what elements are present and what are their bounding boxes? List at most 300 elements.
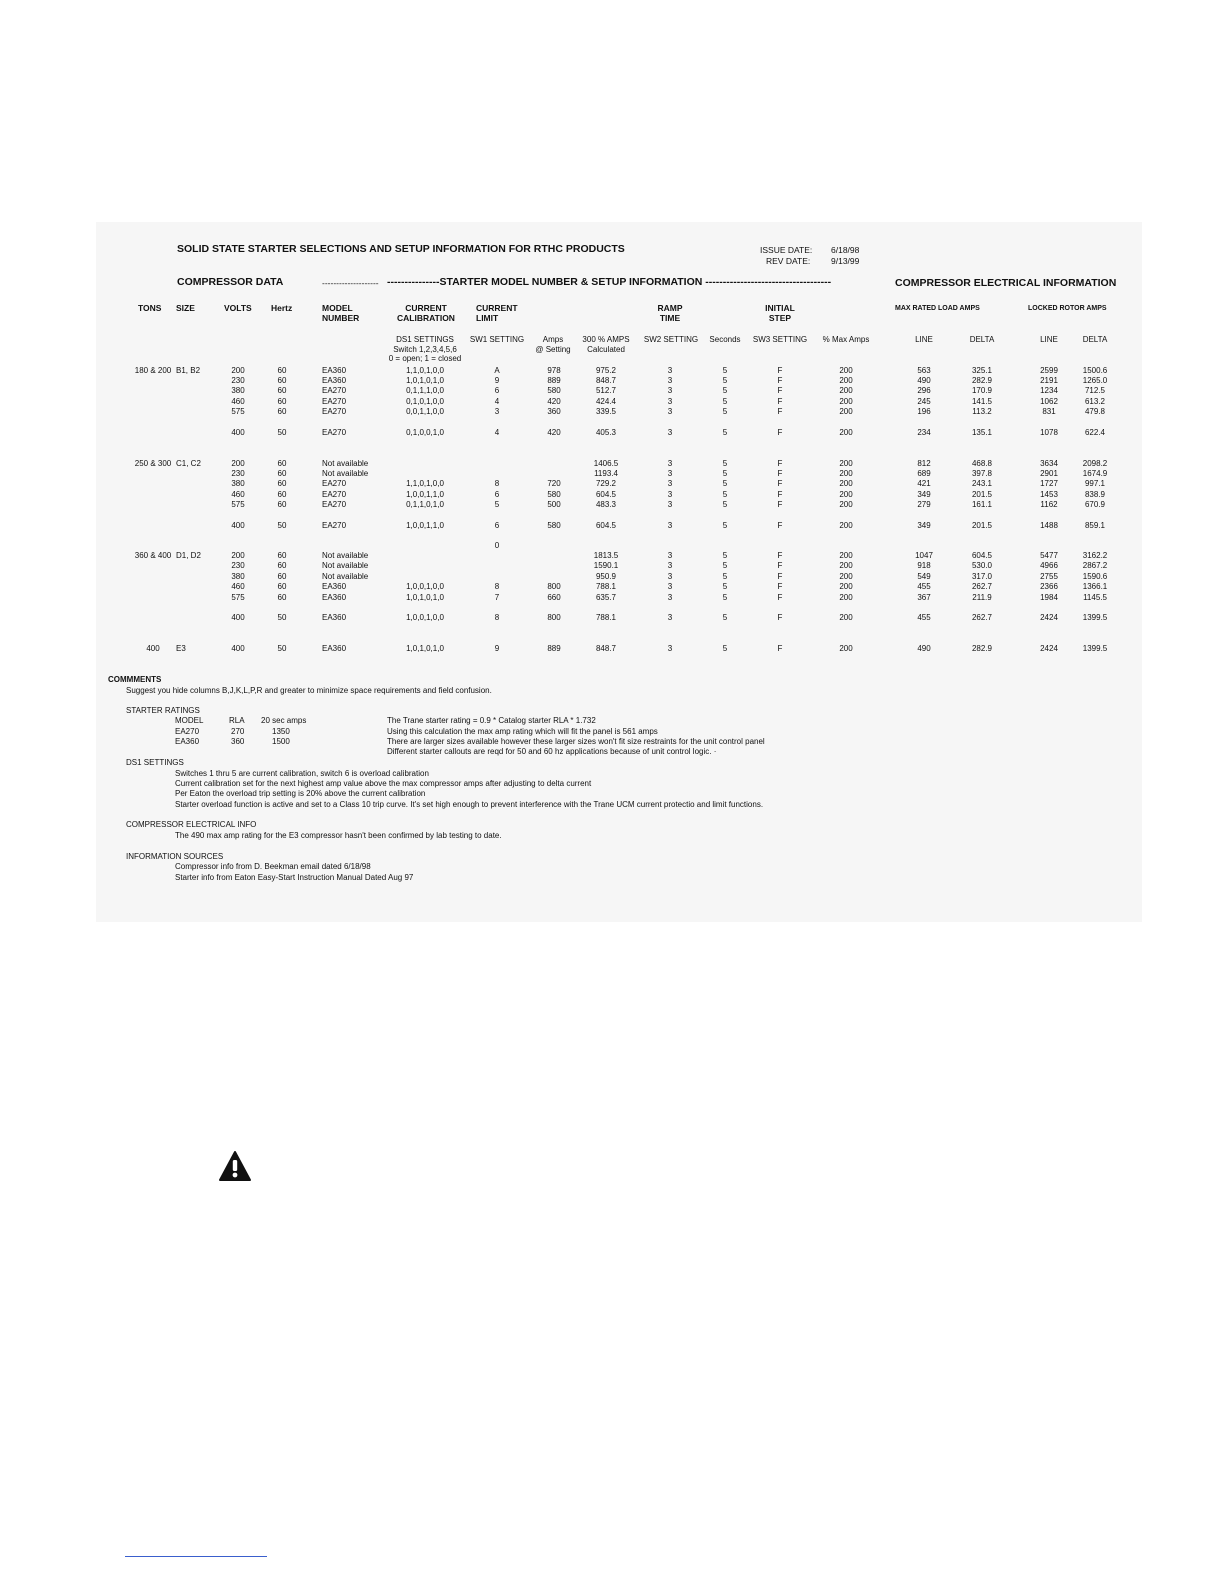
cell-line: 689 — [917, 469, 931, 478]
cell-model: EA360 — [322, 376, 347, 385]
cell-delta: 161.1 — [971, 500, 993, 509]
cell-line: 1047 — [915, 551, 933, 560]
cell-seconds: 5 — [722, 459, 728, 468]
cell-volts: 400 — [231, 521, 245, 530]
cell-locked-line: 2755 — [1040, 572, 1058, 581]
cell-max-amps: 200 — [839, 366, 853, 375]
cell-ds1: 0,1,0,0,1,0 — [406, 428, 444, 437]
cell-seconds: 5 — [722, 561, 728, 570]
cell-line: 367 — [917, 593, 931, 602]
cell-volts: 460 — [231, 397, 245, 406]
cell-pct: 604.5 — [595, 490, 617, 499]
cell-delta: 317.0 — [971, 572, 993, 581]
cell-sw2: 3 — [667, 644, 673, 653]
cell-sw1: 5 — [494, 500, 500, 509]
cell-amps: 800 — [547, 613, 561, 622]
cell-sw3: F — [777, 551, 783, 560]
cell-hertz: 50 — [277, 428, 287, 437]
subheader-line: LINE — [915, 335, 933, 344]
cell-sw1: 9 — [494, 376, 500, 385]
cell-pct: 1813.5 — [593, 551, 619, 560]
sr-note: Different starter callouts are reqd for 50 and 60 hz applications because of unit control logic. · — [387, 747, 717, 756]
sr-note: The Trane starter rating = 0.9 * Catalog starter RLA * 1.732 — [387, 716, 596, 725]
cell-hertz: 50 — [277, 521, 287, 530]
cell-locked-line: 5477 — [1040, 551, 1058, 560]
cell-line: 349 — [917, 521, 931, 530]
cell-max-amps: 200 — [839, 397, 853, 406]
cell-locked-line: 1453 — [1040, 490, 1058, 499]
cell-sw1: 9 — [494, 644, 500, 653]
cell-sw1: A — [494, 366, 500, 375]
cell-model: EA270 — [322, 407, 347, 416]
cell-ds1: 1,0,0,1,1,0 — [406, 490, 444, 499]
ds1-note: Current calibration set for the next highest amp value above the max compressor amps after adjusting to delta current — [175, 779, 592, 788]
cell-hertz: 60 — [277, 490, 287, 499]
cell-amps: 500 — [547, 500, 561, 509]
cell-seconds: 5 — [722, 428, 728, 437]
cell-ds1: 1,0,0,1,0,0 — [406, 613, 444, 622]
cell-volts: 575 — [231, 500, 245, 509]
cell-max-amps: 200 — [839, 479, 853, 488]
cell-locked-line: 2599 — [1040, 366, 1058, 375]
cell-model: EA360 — [322, 582, 347, 591]
cell-sw2: 3 — [667, 407, 673, 416]
cell-volts: 380 — [231, 572, 245, 581]
cell-locked-line: 1984 — [1040, 593, 1058, 602]
warning-icon — [218, 1150, 252, 1182]
cell-sw2: 3 — [667, 428, 673, 437]
document-title: SOLID STATE STARTER SELECTIONS AND SETUP INFORMATION FOR RTHC PRODUCTS — [177, 243, 625, 255]
header-ramp: RAMP TIME — [657, 303, 683, 323]
cell-sw3: F — [777, 521, 783, 530]
cell-line: 349 — [917, 490, 931, 499]
cell-amps: 978 — [547, 366, 561, 375]
cell-pct: 788.1 — [595, 582, 617, 591]
cell-amps: 360 — [547, 407, 561, 416]
cell-locked-delta: 1145.5 — [1083, 593, 1107, 602]
cell-delta: 211.9 — [972, 593, 992, 602]
cell-delta: 468.8 — [971, 459, 993, 468]
cell-max-amps: 200 — [839, 386, 853, 395]
cell-model: Not available — [322, 469, 369, 478]
cell-locked-delta: 622.4 — [1084, 428, 1106, 437]
cell-max-amps: 200 — [839, 582, 853, 591]
cell-sw2: 3 — [667, 582, 673, 591]
header-locked-rotor: LOCKED ROTOR AMPS — [1028, 305, 1107, 312]
header-size: SIZE — [176, 303, 195, 313]
cell-sw1: 7 — [494, 593, 500, 602]
cell-locked-delta: 1399.5 — [1082, 613, 1108, 622]
cell-delta: 282.9 — [971, 644, 993, 653]
cell-hertz: 60 — [277, 407, 287, 416]
cell-sw2: 3 — [667, 376, 673, 385]
cell-delta: 113.2 — [972, 407, 992, 416]
cell-volts: 380 — [231, 479, 245, 488]
cell-line: 918 — [917, 561, 931, 570]
cell-locked-line: 1162 — [1040, 500, 1058, 509]
sr-note: There are larger sizes available however these larger sizes won't fit size restraints for the unit control panel — [387, 737, 765, 746]
cell-hertz: 60 — [277, 582, 287, 591]
cell-size: E3 — [176, 644, 186, 653]
cell-locked-line: 1078 — [1040, 428, 1058, 437]
cell-max-amps: 200 — [839, 613, 853, 622]
cell-delta: 262.7 — [971, 582, 993, 591]
cell-sw1: 4 — [494, 397, 500, 406]
cell-pct: 1406.5 — [593, 459, 619, 468]
cell-model: EA270 — [322, 490, 347, 499]
header-model: MODEL NUMBER — [322, 303, 360, 323]
cell-delta: 530.0 — [971, 561, 993, 570]
cell-max-amps: 200 — [839, 521, 853, 530]
sr-row-model: EA360 — [175, 737, 200, 746]
rev-date-label: REV DATE: — [766, 256, 811, 266]
cell-max-amps: 200 — [839, 572, 853, 581]
cell-locked-delta: 613.2 — [1084, 397, 1106, 406]
cell-amps: 580 — [547, 521, 561, 530]
cell-delta: 604.5 — [971, 551, 993, 560]
cell-volts: 400 — [231, 428, 245, 437]
cell-hertz: 60 — [277, 572, 287, 581]
cell-sw2: 3 — [667, 490, 673, 499]
cell-sw3: F — [777, 479, 783, 488]
cell-locked-delta: 2098.2 — [1082, 459, 1108, 468]
cell-seconds: 5 — [722, 490, 728, 499]
cell-sw2: 3 — [667, 500, 673, 509]
subheader-amps: Amps @ Setting — [535, 335, 571, 354]
cell-hertz: 60 — [277, 593, 287, 602]
cell-hertz: 60 — [277, 366, 287, 375]
cell-locked-delta: 2867.2 — [1082, 561, 1108, 570]
cell-line: 421 — [917, 479, 931, 488]
subheader-max-amps: % Max Amps — [822, 335, 870, 344]
cell-size: D1, D2 — [176, 551, 201, 560]
sr-header-model: MODEL — [175, 716, 204, 725]
cell-ds1: 1,0,0,1,0,0 — [406, 582, 444, 591]
cell-pct: 339.5 — [595, 407, 617, 416]
subheader-delta: DELTA — [969, 335, 995, 344]
cell-seconds: 5 — [722, 572, 728, 581]
header-volts: VOLTS — [224, 303, 252, 313]
cell-line: 234 — [917, 428, 931, 437]
cell-hertz: 50 — [277, 644, 287, 653]
cell-hertz: 60 — [277, 376, 287, 385]
cell-hertz: 60 — [277, 469, 287, 478]
cell-locked-line: 1488 — [1040, 521, 1058, 530]
cell-sw3: F — [777, 500, 783, 509]
cell-sw3: F — [777, 572, 783, 581]
cell-max-amps: 200 — [839, 428, 853, 437]
section-starter-model: ---------------STARTER MODEL NUMBER & SETUP INFORMATION ------------------------------------ — [387, 276, 832, 288]
cell-locked-delta: 997.1 — [1084, 479, 1106, 488]
cell-locked-line: 1727 — [1040, 479, 1058, 488]
cell-sw3: F — [777, 407, 783, 416]
cell-locked-delta: 838.9 — [1084, 490, 1106, 499]
cell-line: 196 — [917, 407, 931, 416]
header-calibration: CURRENT CALIBRATION — [397, 303, 455, 323]
cell-delta: 262.7 — [971, 613, 993, 622]
cell-seconds: 5 — [722, 500, 728, 509]
cell-delta: 141.5 — [971, 397, 993, 406]
cell-sw3: F — [777, 490, 783, 499]
sr-row-rla: 270 — [231, 727, 245, 736]
cell-pct: 604.5 — [595, 521, 617, 530]
cell-locked-delta: 670.9 — [1084, 500, 1106, 509]
cell-line: 490 — [917, 644, 931, 653]
cell-volts: 200 — [231, 366, 245, 375]
cell-sw3: F — [777, 593, 783, 602]
footer-rule — [125, 1556, 267, 1557]
subheader-seconds: Seconds — [709, 335, 741, 344]
cell-delta: 325.1 — [971, 366, 993, 375]
cell-sw2: 3 — [667, 613, 673, 622]
cell-line: 296 — [917, 386, 931, 395]
cell-pct: 424.4 — [595, 397, 617, 406]
cell-seconds: 5 — [722, 521, 728, 530]
header-limit: CURRENT LIMIT — [476, 303, 518, 323]
cell-hertz: 60 — [277, 561, 287, 570]
cell-sw2: 3 — [667, 593, 673, 602]
cell-sw2: 3 — [667, 572, 673, 581]
cell-amps: 660 — [547, 593, 561, 602]
cell-locked-line: 2424 — [1040, 644, 1058, 653]
cell-amps: 720 — [547, 479, 561, 488]
cei-heading: COMPRESSOR ELECTRICAL INFO — [126, 820, 257, 829]
cell-seconds: 5 — [722, 593, 728, 602]
cell-model: EA270 — [322, 479, 347, 488]
header-hertz: Hertz — [271, 303, 293, 313]
cell-max-amps: 200 — [839, 593, 853, 602]
cell-max-amps: 200 — [839, 500, 853, 509]
cell-locked-line: 3634 — [1040, 459, 1058, 468]
cell-line: 812 — [917, 459, 931, 468]
cell-locked-line: 4966 — [1040, 561, 1058, 570]
cell-delta: 135.1 — [971, 428, 993, 437]
cell-amps: 580 — [547, 490, 561, 499]
cell-hertz: 60 — [277, 500, 287, 509]
cell-sw2: 3 — [667, 366, 673, 375]
cell-sw1: 8 — [494, 479, 500, 488]
cell-delta: 397.8 — [971, 469, 993, 478]
cell-sw2: 3 — [667, 479, 673, 488]
cell-sw1: 6 — [494, 490, 500, 499]
cell-locked-line: 2366 — [1040, 582, 1058, 591]
ds1-note: Switches 1 thru 5 are current calibration, switch 6 is overload calibration — [175, 769, 429, 778]
cell-volts: 230 — [231, 469, 245, 478]
cell-max-amps: 200 — [839, 376, 853, 385]
sr-header-rla: RLA — [229, 716, 245, 725]
cell-amps: 889 — [547, 376, 561, 385]
cell-pct: 788.1 — [595, 613, 617, 622]
cell-line: 245 — [917, 397, 931, 406]
sr-row-amps: 1500 — [272, 737, 290, 746]
cell-locked-line: 2901 — [1040, 469, 1058, 478]
hide-columns-note: Suggest you hide columns B,J,K,L,P,R and greater to minimize space requirements and field confusion. — [126, 686, 492, 695]
cell-sw2: 3 — [667, 459, 673, 468]
cell-amps: 420 — [547, 428, 561, 437]
cell-volts: 200 — [231, 459, 245, 468]
cell-sw1: 6 — [494, 521, 500, 530]
cell-sw3: F — [777, 644, 783, 653]
cell-amps: 580 — [547, 386, 561, 395]
cell-pct: 848.7 — [595, 376, 617, 385]
cell-line: 563 — [917, 366, 931, 375]
section-dash-left: -------------------- — [322, 278, 379, 288]
cell-tons: 180 & 200 — [134, 366, 172, 375]
cell-pct: 1193.4 — [594, 469, 618, 478]
ds1-heading: DS1 SETTINGS — [126, 758, 184, 767]
sources-heading: INFORMATION SOURCES — [126, 852, 224, 861]
cell-model: EA270 — [322, 521, 347, 530]
cell-volts: 575 — [231, 407, 245, 416]
cell-seconds: 5 — [722, 469, 728, 478]
cell-seconds: 5 — [722, 613, 728, 622]
cell-tons: 400 — [146, 644, 160, 653]
cell-locked-line: 2424 — [1040, 613, 1058, 622]
cell-sw3: F — [777, 561, 783, 570]
subheader-locked-line: LINE — [1040, 335, 1058, 344]
cell-hertz: 50 — [277, 613, 287, 622]
subheader-locked-delta: DELTA — [1082, 335, 1108, 344]
cell-seconds: 5 — [722, 551, 728, 560]
cell-sw3: F — [777, 469, 783, 478]
cell-sw3: F — [777, 397, 783, 406]
cell-line: 455 — [917, 582, 931, 591]
cell-ds1: 1,0,1,0,1,0 — [406, 376, 444, 385]
cell-sw2: 3 — [667, 397, 673, 406]
cell-model: EA270 — [322, 428, 347, 437]
cell-tons: 250 & 300 — [134, 459, 172, 468]
cell-ds1: 1,0,1,0,1,0 — [406, 593, 444, 602]
cell-seconds: 5 — [722, 582, 728, 591]
cell-hertz: 60 — [277, 551, 287, 560]
cell-sw3: F — [777, 376, 783, 385]
rev-date: 9/13/99 — [831, 256, 860, 266]
header-max-rated: MAX RATED LOAD AMPS — [895, 305, 980, 312]
cell-delta: 170.9 — [971, 386, 993, 395]
cell-sw3: F — [777, 613, 783, 622]
cell-seconds: 5 — [722, 644, 728, 653]
cell-max-amps: 200 — [839, 490, 853, 499]
cell-volts: 460 — [231, 582, 245, 591]
cell-locked-delta: 712.5 — [1084, 386, 1106, 395]
cell-sw1: 4 — [494, 428, 500, 437]
cell-volts: 400 — [231, 613, 245, 622]
cell-locked-delta: 1399.5 — [1082, 644, 1108, 653]
cell-amps: 420 — [547, 397, 561, 406]
cell-sw1: 8 — [494, 613, 500, 622]
cell-locked-line: 1234 — [1040, 386, 1058, 395]
sr-row-model: EA270 — [175, 727, 200, 736]
cell-ds1: 0,1,0,1,0,0 — [406, 397, 444, 406]
cell-locked-delta: 3162.2 — [1082, 551, 1108, 560]
cell-hertz: 60 — [277, 479, 287, 488]
sr-row-rla: 360 — [231, 737, 245, 746]
header-initial: INITIAL STEP — [765, 303, 795, 323]
cell-pct: 483.3 — [595, 500, 617, 509]
cell-volts: 460 — [231, 490, 245, 499]
cell-seconds: 5 — [722, 397, 728, 406]
cell-sw1: 6 — [494, 386, 500, 395]
cell-sw2: 3 — [667, 386, 673, 395]
sr-note: Using this calculation the max amp rating which will fit the panel is 561 amps — [387, 727, 658, 736]
cell-model: Not available — [322, 459, 369, 468]
cell-seconds: 5 — [722, 376, 728, 385]
subheader-sw3: SW3 SETTING — [752, 335, 808, 344]
subheader-ds1: DS1 SETTINGS Switch 1,2,3,4,5,6 0 = open; 1 = closed — [388, 335, 462, 363]
cell-delta: 282.9 — [971, 376, 993, 385]
cell-volts: 400 — [231, 644, 245, 653]
subheader-pct: 300 % AMPS Calculated — [582, 335, 630, 354]
cell-volts: 575 — [231, 593, 245, 602]
cell-locked-delta: 1265.0 — [1082, 376, 1108, 385]
sr-row-amps: 1350 — [272, 727, 290, 736]
sr-header-20sec: 20 sec amps — [261, 716, 307, 725]
cell-line: 279 — [917, 500, 931, 509]
cell-sw3: F — [777, 428, 783, 437]
cell-delta: 201.5 — [971, 521, 993, 530]
cell-tons: 360 & 400 — [134, 551, 172, 560]
cell-sw3: F — [777, 582, 783, 591]
comments-heading: COMMMENTS — [108, 675, 162, 684]
ds1-note: Starter overload function is active and set to a Class 10 trip curve. It's set high enough to prevent interference with the Trane UCM current protectio and limit functions. — [175, 800, 764, 809]
cell-pct: 975.2 — [595, 366, 617, 375]
cell-pct: 848.7 — [595, 644, 617, 653]
cell-sw2: 3 — [667, 551, 673, 560]
cell-model: EA270 — [322, 397, 347, 406]
cell-line: 549 — [917, 572, 931, 581]
cell-sw1: 8 — [494, 582, 500, 591]
cell-max-amps: 200 — [839, 551, 853, 560]
cell-sw2: 3 — [667, 561, 673, 570]
cell-sw1: 0 — [494, 541, 500, 550]
cell-max-amps: 200 — [839, 459, 853, 468]
cell-volts: 230 — [231, 376, 245, 385]
ds1-note: Per Eaton the overload trip setting is 20% above the current calibration — [175, 789, 426, 798]
subheader-sw2: SW2 SETTING — [643, 335, 699, 344]
cell-model: EA360 — [322, 593, 347, 602]
cell-pct: 405.3 — [595, 428, 617, 437]
subheader-sw1: SW1 SETTING — [469, 335, 525, 344]
cell-amps: 800 — [547, 582, 561, 591]
cell-sw1: 3 — [494, 407, 500, 416]
source-note: Compressor info from D. Beekman email dated 6/18/98 — [175, 862, 371, 871]
header-tons: TONS — [138, 303, 162, 313]
cell-seconds: 5 — [722, 386, 728, 395]
cell-line: 490 — [917, 376, 931, 385]
cell-model: Not available — [322, 561, 369, 570]
cell-seconds: 5 — [722, 366, 728, 375]
cell-delta: 201.5 — [971, 490, 993, 499]
cell-model: EA270 — [322, 386, 347, 395]
section-electrical: COMPRESSOR ELECTRICAL INFORMATION — [895, 277, 1117, 289]
cell-sw2: 3 — [667, 521, 673, 530]
cell-seconds: 5 — [722, 479, 728, 488]
cell-model: EA360 — [322, 644, 347, 653]
cell-locked-line: 831 — [1042, 407, 1056, 416]
cell-delta: 243.1 — [971, 479, 993, 488]
cell-model: EA360 — [322, 613, 347, 622]
cell-size: B1, B2 — [176, 366, 201, 375]
issue-date: 6/18/98 — [831, 245, 860, 255]
cell-model: Not available — [322, 551, 369, 560]
cei-note: The 490 max amp rating for the E3 compressor hasn't been confirmed by lab testing to date. — [175, 831, 502, 840]
cell-volts: 380 — [231, 386, 245, 395]
cell-pct: 1590.1 — [593, 561, 619, 570]
cell-ds1: 1,0,1,0,1,0 — [406, 644, 444, 653]
cell-locked-delta: 1500.6 — [1082, 366, 1108, 375]
issue-date-label: ISSUE DATE: — [760, 245, 813, 255]
cell-model: EA360 — [322, 366, 347, 375]
